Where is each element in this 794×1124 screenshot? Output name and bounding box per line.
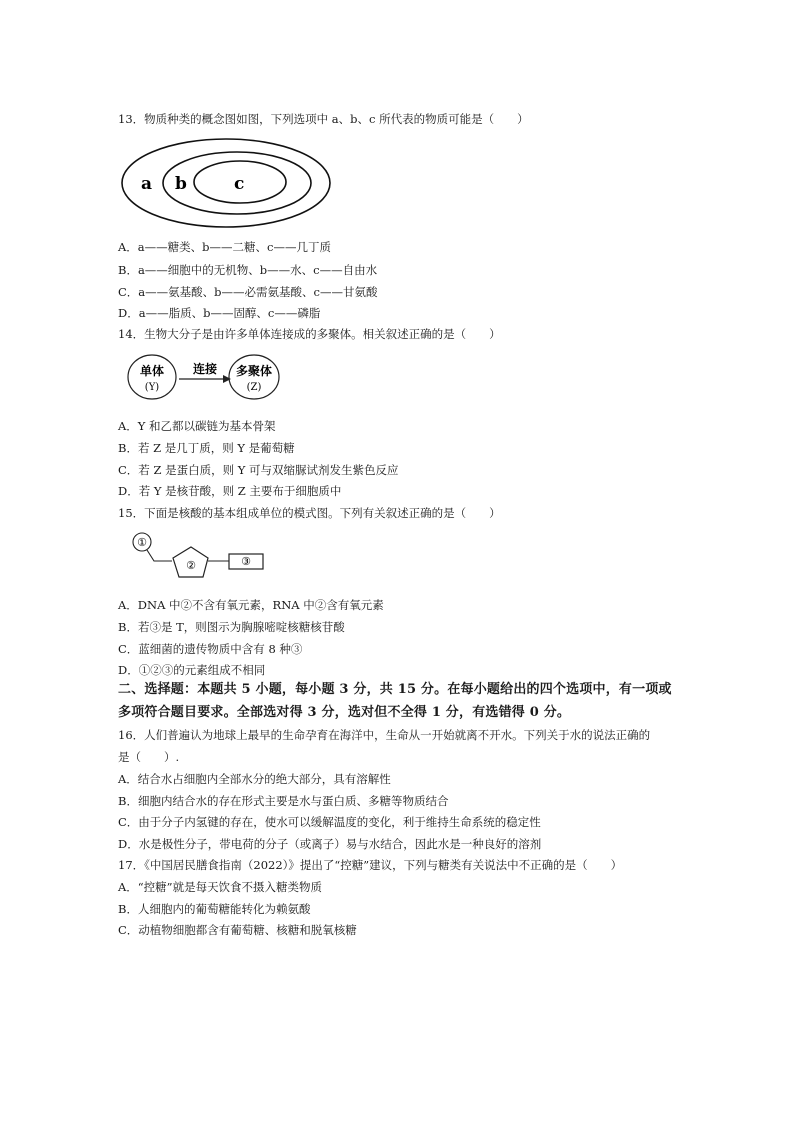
q13-stem: 13．物质种类的概念图如图，下列选项中 a、b、c 所代表的物质可能是（ ） [118,112,529,126]
q15-nucleotide-diagram [128,530,270,586]
q15-stem: 15．下面是核酸的基本组成单位的模式图。下列有关叙述正确的是（ ） [118,506,501,520]
q15-option-c: C．蓝细菌的遗传物质中含有 8 种③ [118,642,303,656]
q17-option-c: C．动植物细胞都含有葡萄糖、核糖和脱氧核糖 [118,923,357,937]
phosphate-label: ① [137,536,147,549]
q16-option-c: C．由于分子内氢键的存在，使水可以缓解温度的变化，利于维持生命系统的稳定性 [118,815,541,829]
q16-stem-line1: 16．人们普遍认为地球上最早的生命孕育在海洋中，生命从一开始就离不开水。下列关于水的说法正确的 [118,728,651,742]
q14-stem: 14．生物大分子是由许多单体连接成的多聚体。相关叙述正确的是（ ） [118,327,501,341]
q16-stem-line2: 是（ ）. [118,750,180,764]
q16-option-a: A．结合水占细胞内全部水分的绝大部分，具有溶解性 [118,772,391,786]
pentose-label: ② [186,559,196,572]
q14-option-c: C．若 Z 是蛋白质，则 Y 可与双缩脲试剂发生紫色反应 [118,463,399,477]
section-2-heading-line1: 二、选择题：本题共 5 小题，每小题 3 分，共 15 分。在每小题给出的四个选项中，有一项或 [118,682,672,697]
label-b: b [175,174,187,194]
label-a: a [141,174,153,194]
q14-monomer-polymer-diagram [127,353,287,401]
q17-option-a: A．“控糖”就是每天饮食不摄入糖类物质 [118,880,323,894]
q13-option-b: B．a——细胞中的无机物、b——水、c——自由水 [118,263,378,277]
monomer-label: 单体 [139,364,165,378]
q14-option-d: D．若 Y 是核苷酸，则 Z 主要布于细胞质中 [118,484,342,498]
label-c: c [234,174,245,194]
polymer-label: 多聚体 [235,364,273,378]
section-2-heading-line2: 多项符合题目要求。全部选对得 3 分，选对但不全得 1 分，有选错得 0 分。 [118,705,571,720]
q13-option-a: A．a——糖类、b——二糖、c——几丁质 [118,240,331,254]
q16-option-b: B．细胞内结合水的存在形式主要是水与蛋白质、多糖等物质结合 [118,794,449,808]
phosphate-bond [147,550,172,561]
arrow-label: 连接 [192,362,218,376]
q14-option-a: A．Y 和乙都以碳链为基本骨架 [118,419,276,433]
q13-concept-diagram [118,134,336,230]
q17-option-b: B．人细胞内的葡萄糖能转化为赖氨酸 [118,902,311,916]
q13-option-c: C．a——氨基酸、b——必需氨基酸、c——甘氨酸 [118,285,378,299]
q17-stem: 17．《中国居民膳食指南（2022）》提出了“控糖”建议，下列与糖类有关说法中不正确的是（ ） [118,858,623,872]
q14-option-b: B．若 Z 是几丁质，则 Y 是葡萄糖 [118,441,295,455]
polymer-symbol: (Z) [246,382,262,393]
q15-option-a: A．DNA 中②不含有氧元素，RNA 中②含有氧元素 [118,598,384,612]
q16-option-d: D．水是极性分子，带电荷的分子（或离子）易与水结合，因此水是一种良好的溶剂 [118,837,542,851]
q15-option-d: D．①②③的元素组成不相同 [118,663,266,677]
q15-option-b: B．若③是 T，则图示为胸腺嘧啶核糖核苷酸 [118,620,345,634]
monomer-symbol: (Y) [144,382,160,393]
q13-option-d: D．a——脂质、b——固醇、c——磷脂 [118,306,321,320]
base-label: ③ [241,555,251,568]
